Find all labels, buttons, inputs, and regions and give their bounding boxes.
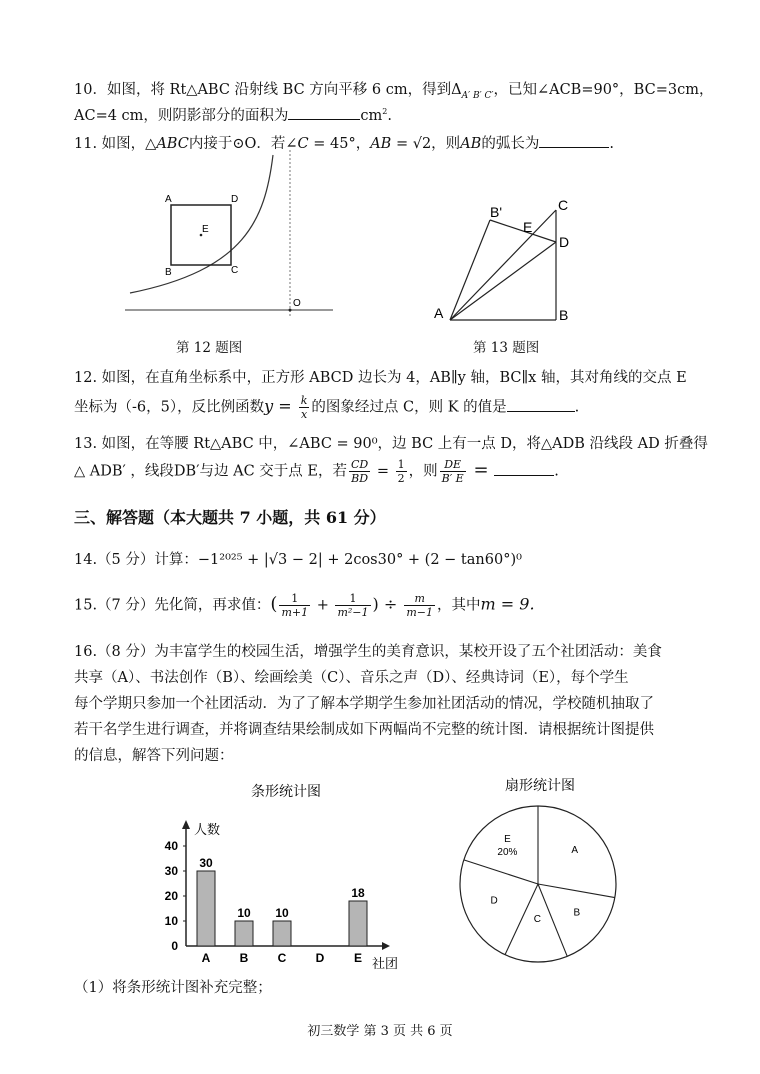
- q13-eq1: =: [372, 463, 394, 480]
- fig13-ac: [450, 210, 556, 320]
- bar-e: [349, 901, 367, 946]
- q15-frac2: [335, 592, 370, 619]
- q12-func-den: x: [300, 408, 308, 421]
- figure-13: [428, 192, 578, 326]
- pie-slice-label-c: C: [533, 913, 541, 925]
- bar-x-axis-arrow: [382, 942, 390, 950]
- bar-chart-title: 条形统计图: [251, 783, 321, 799]
- bar-x-tick: D: [315, 951, 325, 965]
- bar-x-tick: E: [353, 951, 363, 965]
- bar-x-tick: A: [201, 951, 211, 965]
- q11-period: .: [609, 136, 614, 152]
- q10-blank: [288, 105, 360, 120]
- fig12-origin-point: [289, 309, 292, 312]
- bar-chart-plot: [165, 820, 398, 971]
- fig12-label-a: A: [165, 194, 172, 205]
- q15-paren-open: (: [270, 593, 278, 615]
- q10-tri-sub: A′ B′ C′: [461, 90, 494, 101]
- pie-slice-label-b: B: [573, 907, 581, 919]
- fig13-label-a: A: [434, 305, 444, 321]
- bar-y-axis-arrow: [182, 820, 190, 829]
- q16-line5: 的信息，解答下列问题：: [74, 748, 234, 764]
- q10-line1: [74, 78, 713, 101]
- q15-frac3: [404, 592, 435, 619]
- q10-text-b: ，已知∠ACB=90°，BC=3cm，: [493, 82, 714, 98]
- q10-unit: cm: [360, 108, 383, 124]
- q11-blank: [539, 133, 609, 148]
- q13-frac3-den: B′ E: [441, 472, 464, 485]
- q11-text-c: = 45°，: [308, 136, 371, 152]
- pie-slice-label-d: D: [490, 895, 498, 907]
- pie-slice-label-e: E: [504, 833, 511, 845]
- q13-text-b: 与边 AC 交于点 E，若: [199, 463, 347, 480]
- q13-period: .: [554, 463, 559, 480]
- q16-line2: 共享（A）、书法创作（B）、绘画绘美（C）、音乐之声（D）、经典诗词（E），每个学生: [74, 670, 629, 686]
- q16-line4: 若干名学生进行调查，并将调查结果绘制成如下两幅尚不完整的统计图．请根据统计图提供: [74, 722, 654, 738]
- q13-eq2: =: [467, 459, 495, 481]
- bar-y-tick: 30: [164, 864, 178, 878]
- q15-plus: +: [312, 597, 334, 614]
- q13-frac1-num: CD: [350, 458, 369, 471]
- bar-y-tick: 40: [164, 839, 178, 853]
- q13-frac3: [440, 458, 466, 485]
- q11-text-d: = √2，则: [391, 136, 461, 152]
- fig13-label-e: E: [523, 219, 533, 235]
- fig13-caption: 第 13 题图: [473, 340, 540, 356]
- fig12-label-o: O: [293, 298, 301, 309]
- q15-frac2-den: m²−1: [337, 606, 369, 619]
- q10-line2: [74, 104, 392, 125]
- q15-frac2-num: 1: [335, 592, 370, 606]
- q10-text-a: 10．如图，将 Rt△ABC 沿射线 BC 方向平移 6 cm，得到: [74, 82, 452, 98]
- q12-func-y: y =: [264, 396, 297, 416]
- pie-chart-title: 扇形统计图: [505, 777, 575, 793]
- q15-frac3-den: m−1: [406, 606, 434, 619]
- page-footer: 初三数学 第 3 页 共 6 页: [307, 1024, 453, 1039]
- q13-line2: [74, 458, 559, 485]
- bar-y-tick: 10: [164, 914, 178, 928]
- fig12-label-c: C: [231, 265, 239, 276]
- q13-frac2-den: 2: [397, 472, 405, 485]
- q13-frac2-num: 1: [397, 458, 405, 471]
- fig12-caption: 第 12 题图: [176, 340, 243, 356]
- bar-y-tick: 0: [171, 939, 178, 953]
- bar-x-label: 社团: [372, 956, 399, 971]
- q13-frac3-num: DE: [440, 458, 466, 472]
- q13-segment: DB′: [173, 463, 200, 480]
- q15-text: 15.（7 分）先化简，再求值：: [74, 597, 271, 614]
- q10-text-c: AC=4 cm，则阴影部分的面积为: [74, 108, 289, 124]
- q14-expression: −1²⁰²⁵ + |√3 − 2| + 2cos30° + (2 − tan60°)⁰: [197, 552, 522, 568]
- bar-x-tick: C: [277, 951, 287, 965]
- bar-y-tick: 20: [164, 889, 178, 903]
- q12-func-fraction: [299, 394, 310, 421]
- q15-frac1: [279, 592, 310, 619]
- q15-tail: ，其中: [437, 597, 481, 614]
- q12-period: .: [574, 399, 580, 416]
- q11-ab2: AB: [460, 136, 482, 152]
- q15-line: [74, 592, 535, 619]
- figure-12: [125, 150, 340, 322]
- bar-b: [235, 921, 253, 946]
- bar-c: [273, 921, 291, 946]
- bar-data-label: 10: [275, 906, 289, 920]
- fig13-label-d: D: [559, 234, 570, 250]
- bar-x-tick: B: [239, 951, 249, 965]
- q11-text-b: 内接于⊙O．若∠: [188, 136, 298, 152]
- pie-slice-annotation-e: 20%: [497, 846, 518, 858]
- q14-text: 14.（5 分）计算：: [74, 552, 198, 568]
- q15-frac3-num: m: [404, 592, 435, 606]
- pie-chart: [452, 772, 632, 972]
- section-3-heading: 三、解答题（本大题共 7 小题，共 61 分）: [74, 508, 386, 527]
- q11-angle: C: [297, 136, 309, 152]
- bar-data-label: 30: [199, 856, 213, 870]
- q12-text-a: 坐标为（-6，5），反比例函数: [74, 399, 265, 416]
- q12-blank: [507, 397, 575, 412]
- q12-line2: [74, 394, 579, 421]
- q13-frac1: [349, 458, 370, 485]
- q10-period: .: [387, 108, 392, 124]
- q12-text-b: 的图象经过点 C，则 K 的值是: [311, 399, 507, 416]
- q11-ab: AB: [370, 136, 392, 152]
- q15-condition: m = 9.: [480, 594, 535, 614]
- bar-y-label: 人数: [194, 822, 221, 837]
- bar-data-label: 10: [237, 906, 251, 920]
- q14-line: [74, 548, 522, 569]
- q13-frac1-den: BD: [351, 472, 369, 485]
- q13-text-a: △ ADB′ ，线段: [74, 463, 174, 480]
- q16-line1: 16.（8 分）为丰富学生的校园生活，增强学生的美育意识，某校开设了五个社团活动：美食: [74, 644, 662, 660]
- fig13-label-c: C: [558, 197, 569, 213]
- q15-frac1-num: 1: [279, 592, 310, 606]
- q15-frac1-den: m+1: [281, 606, 309, 619]
- q11-text-a: 11. 如图，: [74, 136, 146, 152]
- fig12-label-b: B: [165, 267, 172, 278]
- q11-tri: △ABC: [145, 136, 189, 152]
- q11-text-e: 的弧长为: [481, 136, 540, 152]
- q10-unit-sup: 2: [382, 107, 388, 117]
- q13-blank: [494, 461, 554, 476]
- q15-paren-close: ) ÷: [372, 594, 403, 614]
- q13-line1: 13. 如图，在等腰 Rt△ABC 中，∠ABC = 90⁰，边 BC 上有一点 D，将△ADB 沿线段 AD 折叠得: [74, 436, 708, 452]
- fig13-label-b-prime: B': [490, 204, 503, 220]
- q13-frac2: [396, 458, 407, 485]
- q12-func-num: k: [300, 394, 308, 407]
- fig13-label-b: B: [559, 307, 569, 323]
- pie-chart-plot: [460, 806, 616, 962]
- bar-data-label: 18: [351, 886, 365, 900]
- q16-subquestion-1: （1）将条形统计图补充完整；: [74, 980, 272, 996]
- q16-line3: 每个学期只参加一个社团活动．为了了解本学期学生参加社团活动的情况，学校随机抽取了: [74, 696, 654, 712]
- bar-chart: [150, 776, 415, 976]
- q10-tri-symbol: Δ: [451, 82, 462, 98]
- fig12-label-d: D: [231, 194, 239, 205]
- q13-text-c: ，则: [408, 463, 438, 480]
- bar-a: [197, 871, 215, 946]
- q12-line1: 12. 如图，在直角坐标系中，正方形 ABCD 边长为 4，AB∥y 轴，BC∥x 轴，其对角线的交点 E: [74, 370, 687, 386]
- pie-slice-label-a: A: [571, 845, 579, 857]
- fig12-label-e: E: [202, 224, 209, 235]
